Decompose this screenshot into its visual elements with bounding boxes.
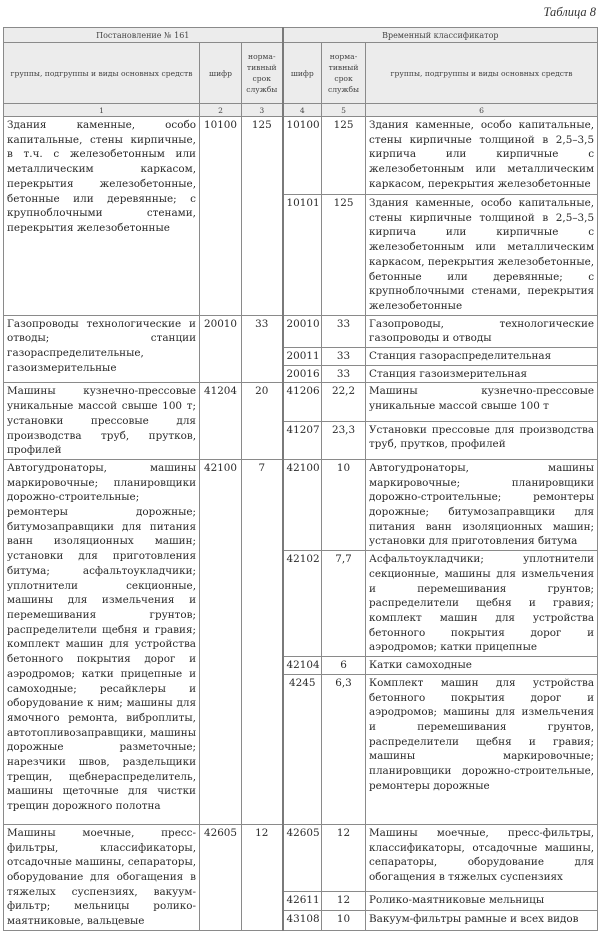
- right-code: 20010: [283, 315, 322, 347]
- right-life: 12: [322, 824, 366, 891]
- table-caption: Таблица 8: [543, 5, 596, 19]
- col-number: 2: [200, 104, 242, 117]
- right-code: 42605: [283, 824, 322, 891]
- col-life-header: норма-тивный срок службы: [242, 43, 283, 104]
- right-life: 33: [322, 348, 366, 366]
- right-code: 20016: [283, 365, 322, 383]
- right-life: 33: [322, 315, 366, 347]
- right-life: 125: [322, 195, 366, 316]
- col-number: 5: [322, 104, 366, 117]
- right-code: 42104: [283, 657, 322, 675]
- right-life: 12: [322, 892, 366, 911]
- classification-table: [3, 27, 598, 931]
- col-groups-header: группы, подгруппы и виды основных средств: [366, 43, 598, 104]
- left-life: 12: [242, 824, 283, 930]
- right-life: 33: [322, 365, 366, 383]
- right-life: 10: [322, 911, 366, 930]
- right-life: 22,2: [322, 383, 366, 421]
- right-code: 42611: [283, 892, 322, 911]
- left-code: 20010: [200, 315, 242, 383]
- right-desc: Машины кузнечно-прессовые уникальные массой свыше 100 т: [366, 383, 598, 421]
- col-number: 4: [283, 104, 322, 117]
- right-life: 10: [322, 459, 366, 550]
- right-desc: Комплект машин для устройства бетонного покрытия дорог и аэродромов; машины для измельчения и перемешивания грунтов, распределители щебня и гравия; машины маркировочные; планировщики дорожно-строительные, ремонтеры дорожные: [366, 674, 598, 824]
- right-desc: Здания каменные, особо капитальные, стены кирпичные толщиной в 2,5–3,5 кирпича или кирпичные с железобетонным или металлическим каркасом, перекрытия железобетонные, бетонные или деревянные; с крупноблочными стенами, перекрытия железобетонные: [366, 195, 598, 316]
- right-desc: Станция газораспределительная: [366, 348, 598, 366]
- left-desc: Газопроводы технологические и отводы; станции газораспределительные, газоизмерительные: [4, 315, 200, 383]
- right-code: 41207: [283, 421, 322, 459]
- right-code: 42100: [283, 459, 322, 550]
- left-desc: Здания каменные, особо капитальные, стены кирпичные, в т.ч. с железобетонным или металлическим каркасом, перекрытия железобетонные, бетонные или деревянные; с крупноблочными стенами, перекрытия железобетонные: [4, 117, 200, 316]
- col-code-header: шифр: [283, 43, 322, 104]
- right-life: 23,3: [322, 421, 366, 459]
- right-desc: Катки самоходные: [366, 657, 598, 675]
- right-code: 10100: [283, 117, 322, 195]
- col-number: 6: [366, 104, 598, 117]
- right-desc: Станция газоизмерительная: [366, 365, 598, 383]
- left-desc: Машины кузнечно-прессовые уникальные массой свыше 100 т; установки прессовые для производства труб, прутков, профилей: [4, 383, 200, 460]
- left-group-header: Постановление № 161: [4, 28, 283, 43]
- right-desc: Ролико-маятниковые мельницы: [366, 892, 598, 911]
- left-code: 42100: [200, 459, 242, 824]
- left-code: 42605: [200, 824, 242, 930]
- right-desc: Газопроводы, технологические газопроводы и отводы: [366, 315, 598, 347]
- right-life: 125: [322, 117, 366, 195]
- right-life: 7,7: [322, 551, 366, 657]
- table-row: [4, 117, 598, 195]
- table-row: [4, 315, 598, 347]
- right-desc: Автогудронаторы, машины маркировочные; планировщики дорожно-строительные; ремонтеры дорожные; битумозаправщики для питания ванн изоляционных машин; установки для приготовления битума: [366, 459, 598, 550]
- right-life: 6,3: [322, 674, 366, 824]
- col-code-header: шифр: [200, 43, 242, 104]
- table-row: [4, 824, 598, 891]
- left-code: 41204: [200, 383, 242, 460]
- right-code: 42102: [283, 551, 322, 657]
- right-life: 6: [322, 657, 366, 675]
- right-desc: Асфальтоукладчики; уплотнители секционные, машины для измельчения и перемешивания грунтов; распределители щебня и гравия; комплект машин для устройства бетонного покрытия дорог и аэродромов; катки прицепные: [366, 551, 598, 657]
- right-desc: Машины моечные, пресс-фильтры, классификаторы, отсадочные машины, сепараторы, оборудование для обогащения в тяжелых суспензиях: [366, 824, 598, 891]
- right-desc: Установки прессовые для производства труб, прутков, профилей: [366, 421, 598, 459]
- col-groups-header: группы, подгруппы и виды основных средств: [4, 43, 200, 104]
- right-group-header: Временный классификатор: [283, 28, 598, 43]
- left-life: 33: [242, 315, 283, 383]
- left-desc: Машины моечные, пресс-фильтры, классификаторы, отсадочные машины, сепараторы, оборудование для обогащения в тяжелых суспензиях, вакуум-фильтр; мельницы ролико-маятниковые, вальцевые: [4, 824, 200, 930]
- right-code: 10101: [283, 195, 322, 316]
- left-desc: Автогудронаторы, машины маркировочные; планировщики дорожно-строительные; ремонтеры дорожные; битумозаправщики для питания ванн изоляционных машин; установки для приготовления битума; асфальтоукладчики; уплотнители секционные, машины для измельчения и перемешивания грунтов; распределители щебня и гравия; комплект машин для устройства бетонного покрытия дорог и аэродромов; катки прицепные и самоходные; ресайклеры и оборудование к ним; машины для ямочного ремонта, виброплиты, автотопливозаправщики, машины дорожные разметочные; нарезчики швов, раздельщики трещин, щебнераспределитель, машины щеточные для чистки трещин дорожного полотна: [4, 459, 200, 824]
- right-code: 4245: [283, 674, 322, 824]
- right-code: 43108: [283, 911, 322, 930]
- table-row: [4, 459, 598, 550]
- right-desc: Здания каменные, особо капитальные, стены кирпичные толщиной в 2,5–3,5 кирпича или кирпичные с железобетонным или металлическим каркасом, перекрытия железобетонные: [366, 117, 598, 195]
- right-desc: Вакуум-фильтры рамные и всех видов: [366, 911, 598, 930]
- left-code: 10100: [200, 117, 242, 316]
- left-life: 20: [242, 383, 283, 460]
- right-code: 20011: [283, 348, 322, 366]
- left-life: 7: [242, 459, 283, 824]
- right-code: 41206: [283, 383, 322, 421]
- col-life-header: норма-тивный срок службы: [322, 43, 366, 104]
- table-row: [4, 383, 598, 421]
- col-number: 1: [4, 104, 200, 117]
- col-number: 3: [242, 104, 283, 117]
- left-life: 125: [242, 117, 283, 316]
